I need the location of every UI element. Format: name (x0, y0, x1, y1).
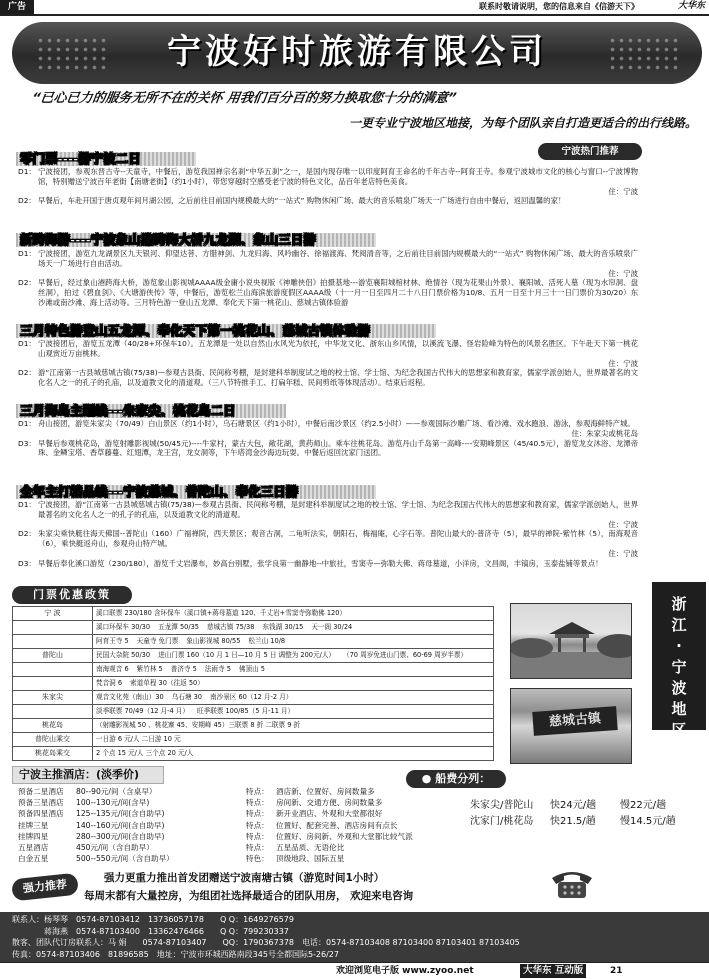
hotel-row (18, 820, 438, 831)
hotel-row (18, 808, 438, 819)
page-footer (0, 962, 709, 979)
ship-route: 沈家门/桃花岛 (470, 816, 534, 827)
price-item: 五龙潭 50/35 (158, 623, 199, 632)
recommend-line-2: 每周末都有大量控房，为组团社选择最适合的团队用房， 欢迎来电咨询 (84, 890, 414, 902)
hotel-label: 特点： (246, 831, 269, 841)
hotel-label: 特点： (246, 843, 269, 853)
price-item: 慈城古镇 75/38 (206, 623, 255, 632)
company-banner (12, 22, 702, 84)
price-items (93, 607, 494, 621)
price-city: 普陀山乘交 (13, 733, 93, 747)
ship-fee-list (470, 798, 690, 830)
route-line: D2： 早餐后，车赴开国于唐贞观年间月湖公园，之后前往目前国内规模最大的“一站式” 购物休闲广场、最大的音乐喷泉广场天一广场进行自由中餐后，返回温馨的家！ (18, 196, 566, 206)
price-row (13, 719, 494, 733)
route-heading: 全年主打精品线---宁波慈城、普陀山、奉化三日游 (20, 484, 299, 499)
hotel-row (18, 842, 438, 853)
contact-row: 联系人：杨琴琴 0574-87103412 13736057178 Q Q：1649276579 (12, 915, 294, 924)
hotel-row (18, 853, 438, 864)
hotel-list (18, 786, 438, 864)
town-sign: 慈城古镇 (532, 706, 617, 736)
price-item: 民国大杂院 50/30 (96, 651, 151, 660)
route-line: D1： 宁波接团，游览九龙湖景区九天银河、仰望达菩、方腊神剑、九龙归海、风吟幽谷、徐福渡海、梵阅清音等，之后前往目前国内规模最大的“一站式” 购物休闲广场、最大的音乐喷泉广场天一广场进行自由活动。 (18, 249, 638, 268)
price-items (93, 677, 494, 691)
price-item: 象山影视城 80/55 (186, 637, 241, 646)
price-items (93, 719, 494, 733)
price-items (93, 663, 494, 677)
price-item: 溪口环保车 30/30 (96, 623, 151, 632)
price-item: 一日游 6 元/人 二日游 10 元 (96, 735, 181, 744)
contact-row: 散客、团队代订房联系人：马 娟 0574-87103407 QQ：1790367378 电话：0574-87103408 87103400 87103401 87103405 (12, 938, 520, 947)
hotel-feature: 顶级地段、国际五星 (276, 854, 345, 864)
telephone-icon (548, 866, 596, 900)
route-line: D1： 宁波接团，参观东晋古寺--天童寺，中餐后，游览我国禅宗名刹“中华五刹”之一，是国内现存唯一以印度阿育王命名的千年古寺--阿育王寺。参观宁波城市文化的核心与窗口--宁波博物馆，特别赠送宁波百年老街【南塘老街】（约1小时），带您穿越时空感受老宁波的特色文化，品百年老店特色美食。 (18, 167, 638, 186)
slogan-main: “已心已力的服务无所不在的关怀 用我们百分百的努力换取您十分的满意” (30, 91, 458, 106)
ship-fast: 快21.5/趟 (550, 816, 596, 827)
price-city: 桃花岛乘交 (13, 747, 93, 761)
price-item: 阿育王寺 5 (96, 637, 129, 646)
route-heading: 三月海岛主题线---朱家尖、桃花岛二日 (20, 403, 236, 418)
hot-recommend-badge: 宁波热门推荐 (538, 143, 642, 160)
brand-mark: 大华东 (677, 1, 705, 11)
price-item: 天一阁 30/24 (311, 623, 353, 632)
hotel-feature: 五星品质、无语伦比 (276, 843, 345, 853)
price-items (93, 635, 494, 649)
hotel-feature: 酒店新、位置好、房间数量多 (276, 787, 375, 796)
hotel-row (18, 831, 438, 842)
price-items (93, 649, 494, 663)
price-item: （70 周岁免进山门票、60-69 周岁半票） (343, 651, 468, 660)
header-note: 联系时敬请说明，您的信息来自《信游天下》 (479, 2, 639, 11)
price-item: 东钱湖 30/15 (262, 623, 304, 632)
price-item: 旺季联票 100/85（5 月-11 月） (197, 707, 295, 716)
route-line: 住：宁波 (608, 186, 638, 196)
footer-section-badge: 大华东 互动版 (520, 964, 586, 978)
top-bar (0, 0, 709, 16)
price-item: 索道单程 30（往返 50） (130, 679, 204, 688)
hotel-label: 特色： (246, 854, 269, 864)
price-city (13, 705, 93, 719)
ancient-town-gate-photo (510, 688, 632, 764)
ticket-price-table (12, 606, 494, 761)
route-heading: 新跨海游----宁波象山港跨海大桥九龙湖、象山三日游 (20, 232, 316, 247)
pavilion-illustration (511, 604, 632, 679)
ad-tag: 广告 (0, 0, 34, 14)
price-item: 淡季联票 70/49（12 月-4 月） (96, 707, 190, 716)
hotel-label: 特点： (246, 787, 269, 796)
price-items (93, 747, 494, 761)
route-body (18, 419, 638, 458)
price-city (13, 635, 93, 649)
contact-info (0, 912, 709, 962)
price-row (13, 621, 494, 635)
price-item: 南海观音 6 (96, 665, 129, 674)
ship-route: 朱家尖/普陀山 (470, 800, 534, 811)
price-item: 观音文化苑（南山）30 (96, 693, 164, 702)
price-item: 普济寺 5 (170, 665, 197, 674)
hotel-name: 白金五星 (18, 854, 49, 864)
price-row (13, 649, 494, 663)
hotel-price: 280--300元/间(含自助早) (76, 831, 165, 841)
price-city (13, 663, 93, 677)
price-row (13, 705, 494, 719)
hotel-name: 五星酒店 (18, 843, 49, 853)
hotel-row (18, 786, 438, 797)
ship-row (470, 814, 690, 830)
recommend-line-1: 强力更重力推出首发团赠送宁波南塘古镇（游览时间1小时） (104, 872, 385, 884)
route-line: D2： 早餐后，经过象山港跨海大桥，游览象山影视城AAAA级金庸小说央视版《神雕侠侣》拍摄基地---游览襄阳城棺材林、绝情谷（现为花果山外景）、襄阳城、活死人墓（现为水帘洞、盘丝洞），拍过《碧血剑》、《大塘游侠传》等，中餐后，游览松兰山海滨旅游度假区AAAA级（十一月一日至四月二十八日门票价格为10/8、五月一日至十月三十一日门票价为30/20）东沙滩或南沙滩、海上活动等。三月特色游一登山五龙潭、奉化天下第一桃花山、慈城古镇体验游 (18, 278, 638, 307)
route-line: D1： 舟山接团，游览朱家尖（70/49）白山景区（约1小时），乌石塘景区（约1小时），中餐后南沙景区（约2.5小时）——参观国际沙雕广场、看沙滩、戏水跑浪、游泳，参观海鲜特产城。 (18, 419, 635, 428)
price-item: 2 个点 15 元/人 三个点 20 元/人 (96, 749, 194, 758)
hotel-price: 80--90元/间（含桌早） (76, 787, 157, 796)
contact-row: 传真：0574-87103406 81896585 地址：宁波市环城西路南段345号全都国际5-26/27 (12, 949, 339, 959)
route-body (18, 167, 638, 206)
hotel-price: 100--130元/间(含早) (76, 798, 150, 808)
price-item: 天童寺 免门票 (136, 637, 179, 646)
route-body (18, 339, 638, 388)
price-item: 紫竹林 5 (136, 665, 163, 674)
price-item: 南沙景区 60（12 月-2 月） (210, 693, 293, 702)
route-line: D1： 宁波接团，游“江南第一古县城慈城古镇(75/38)—参观古县衙、民间称考棚，是封建科举制度试之地的校士馆、学士馆、为纪念我国古代伟大的思想家和教育家，儒家学派创始人，世界最著名的文化名人之一的孔子的孔庙，以及道教文化的清道观。 (18, 500, 638, 519)
hotel-price: 125--135元/间(含自助早) (76, 809, 165, 819)
price-items (93, 621, 494, 635)
price-city (13, 677, 93, 691)
hotel-feature: 新开业酒店、外观和大堂都很好 (276, 809, 383, 819)
hotel-label: 特点： (246, 809, 269, 819)
hotel-name: 挂牌三星 (18, 820, 49, 830)
hotel-name: 预备三星酒店 (18, 798, 64, 808)
hotel-feature: 位置好、房间新、外观和大堂都比较气派 (276, 831, 413, 841)
ship-fast: 快24元/趟 (550, 800, 597, 811)
route-body (18, 249, 638, 308)
hotel-name: 预备二星酒店 (18, 787, 64, 796)
hotel-price: 140--160元/间(含自助早) (76, 820, 165, 830)
price-row (13, 747, 494, 761)
lake-pavilion-photo (510, 603, 632, 679)
price-row (13, 635, 494, 649)
footer-welcome: 欢迎浏览电子版 www.zyoo.net (336, 966, 474, 976)
price-row (13, 733, 494, 747)
price-items (93, 691, 494, 705)
slogan-sub: 一更专业宁波地区地接，为每个团队亲自打造更适合的出行线路。 (348, 116, 697, 130)
contact-row: 蒋海燕 0574-87103400 13362476466 Q Q：799230337 (12, 926, 289, 936)
hotel-feature: 房间新、交通方便、房间数量多 (276, 798, 383, 808)
hotel-feature: 位置好、配套完善、酒店房间有点长 (276, 820, 398, 830)
price-row (13, 663, 494, 677)
route-line: 住：宁波 (608, 358, 638, 368)
hotel-label: 特点： (246, 820, 269, 830)
price-item: （射雕影视城 50 、桃花寨 45、安期峰 45）三联票 8 折 二联票 9 折 (96, 721, 301, 730)
price-city: 普陀山 (13, 649, 93, 663)
price-row (13, 691, 494, 705)
hotel-name: 预备四星酒店 (18, 809, 64, 819)
price-items (93, 705, 494, 719)
price-row (13, 607, 494, 621)
discount-title: 门票优惠政策 (12, 586, 132, 604)
hotel-price: 500--550元/间（含自助早） (76, 854, 174, 864)
price-city: 宁 波 (13, 607, 93, 621)
hotel-label: 特点： (246, 798, 269, 808)
recommend-badge: 强力推荐 (11, 873, 79, 902)
route-line: D2： 游“江南第一古县城慈城古镇(75/38)—参观古县衙、民间称考棚，是封建科举制度试之地的校士馆、学士馆、为纪念我国古代伟大的思想家和教育家，儒家学派创始人，世界最著名的文化名人之一的孔子的孔庙，以及道教文化的清道观。（三八节特推手工、打扁年糕、民间剪纸等体现活动）。结束后返程。 (18, 368, 638, 388)
ship-slow: 慢22元/趟 (620, 800, 667, 811)
route-line: 住：宁波 (608, 548, 638, 558)
price-items (93, 733, 494, 747)
company-title: 宁波好时旅游有限公司 (167, 32, 547, 72)
hotel-row (18, 797, 438, 808)
route-line: D1： 宁波接团后，游览五龙潭（40/28+环保车10）。五龙潭是一处以自然山水风光为依托，中华龙文化、浙东山乡风情，以溪流飞瀑、怪岩险峰为特色的风景名胜区。下午赴天下第一桃花山观赏近万亩桃林。 (18, 339, 638, 358)
route-line: D2： 朱家尖乘快艇往海天佛国--普陀山（160）广福禅院，西天景区；观音古洞，二龟听法实，朝阳石，梅福庵，心字石等。普陀山最大的-普济寺（5），最早的禅院-紫竹林（5），南海观音（6），乘快艇返舟山，参观舟山特产城。 (18, 529, 638, 549)
ship-fee-title: ● 船费分列： (406, 770, 506, 788)
hotel-name: 挂牌四星 (18, 831, 49, 841)
price-item: 松兰山 10/8 (248, 637, 286, 646)
ship-row (470, 798, 690, 814)
price-item: 进山门票 160（10 月 1 日—10 月 5 日 调整为 200元/人） (158, 651, 336, 660)
hotel-price: 450元/间（含自助早） (76, 843, 154, 853)
price-item: 梵音洞 6 (96, 679, 123, 688)
price-row (13, 677, 494, 691)
route-line: D3： 早餐后参观桃花岛，游览射雕影视城(50/45元)----牛家村，蒙古大包，敞花湖，黄药师山。乘车往桃花岛。游览丹山千岛第一高峰----安期峰景区（45/40.5元），游览龙女沐浴、龙潭帝珠、金鳞宝塔、香草藤蔓、红翅潭，龙王宫，龙女洞等，下午塔湾金沙海边玩耍。中餐后返回沈家门送团。 (18, 438, 638, 458)
route-heading: 零门票----游宁波二日 (20, 151, 141, 166)
route-line: D3： 早餐后奉化溪口游览（230/180），游览千丈岩瀑布，妙高台别墅，张学良第一幽静地--中旅社，雪窦寺—弥勒大佛、蒋母墓道，小洋房，文昌阁，丰镐房，玉泰盐铺等景点！ (18, 558, 603, 568)
price-item: 溪口联票 230/180 含环保车（溪口镇+蒋母墓道 120、千丈岩+雪窦寺弥勒佛 120） (96, 609, 347, 618)
route-heading: 三月特色游登山五龙潭、奉化天下第一桃花山、慈城古镇体验游 (20, 323, 371, 338)
price-item: 乌石塘 30 (171, 693, 203, 702)
region-side-label: 浙 江 · 宁 波 地 区 (652, 582, 706, 730)
price-city: 桃花岛 (13, 719, 93, 733)
price-city (13, 621, 93, 635)
page-number: 21 (610, 966, 623, 976)
route-line: 住：宁波 (608, 268, 638, 278)
route-body (18, 500, 638, 568)
price-item: 佛顶山 5 (238, 665, 265, 674)
route-line: 住：朱家尖或桃花岛 (571, 428, 638, 438)
price-city: 朱家尖 (13, 691, 93, 705)
ship-slow: 慢14.5元/趟 (620, 816, 676, 827)
hotel-title: 宁波主推酒店：(淡季价) (12, 766, 164, 784)
price-item: 法雨寺 5 (204, 665, 231, 674)
route-line: 住：宁波 (608, 519, 638, 529)
